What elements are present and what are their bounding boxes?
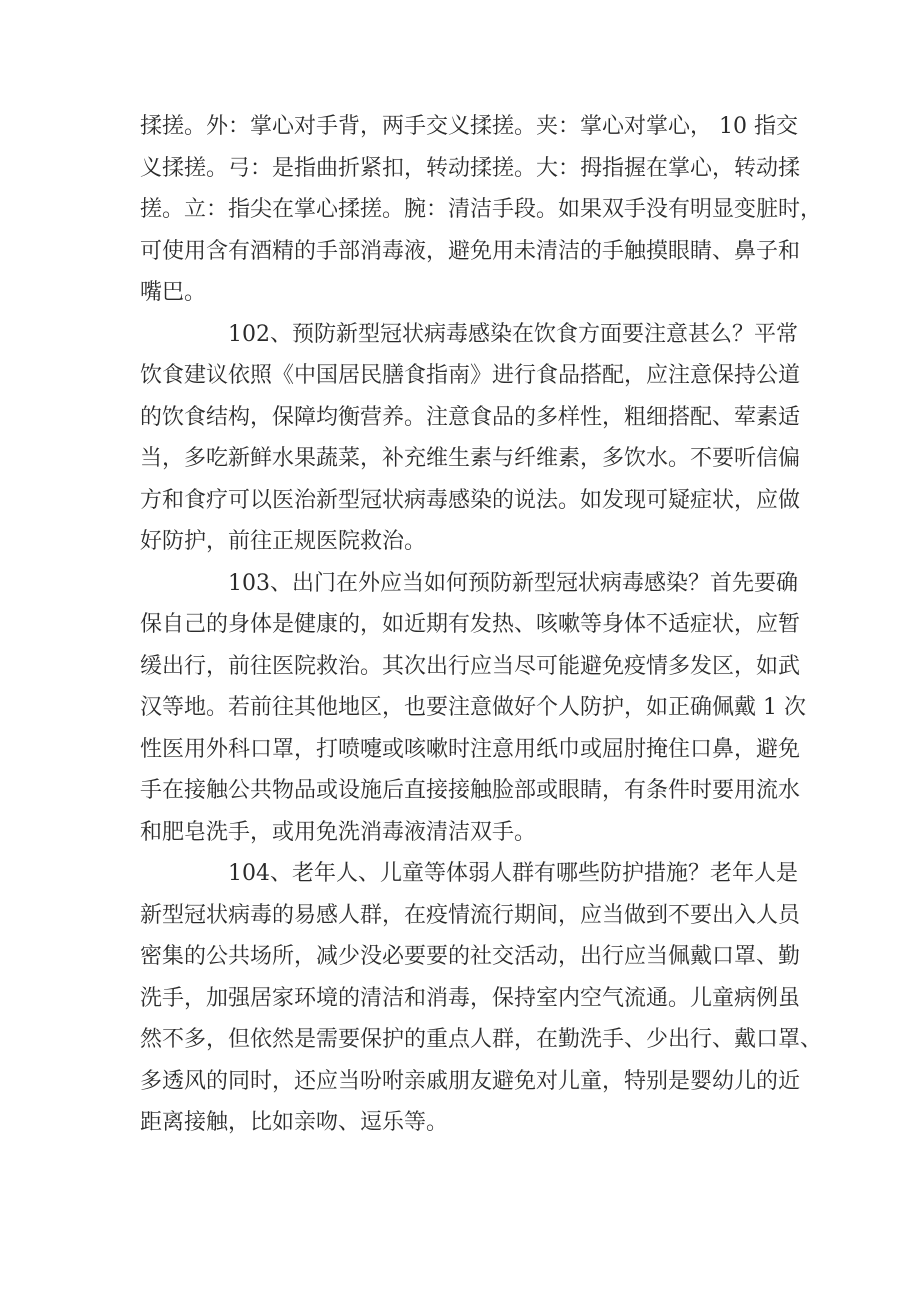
text-line: 汉等地。若前往其他地区，也要注意做好个人防护，如正确佩戴 1 次 <box>140 695 806 720</box>
text-line: 102、预防新型冠状病毒感染在饮食方面要注意甚么？平常 <box>228 321 798 347</box>
paragraph <box>140 563 806 854</box>
text-line: 的饮食结构，保障均衡营养。注意食品的多样性，粗细搭配、荤素适 <box>140 404 801 430</box>
text-line: 缓出行，前往医院救治。其次出行应当尽可能避免疫情多发区，如武 <box>140 653 801 679</box>
text-line: 密集的公共场所，减少没必要要的社交活动，出行应当佩戴口罩、勤 <box>140 944 801 969</box>
text-line: 当，多吃新鲜水果蔬菜，补充维生素与纤维素，多饮水。不要听信偏 <box>140 446 801 471</box>
text-line: 性医用外科口罩，打喷嚏或咳嗽时注意用纸巾或屈肘掩住口鼻，避免 <box>140 736 801 762</box>
text-line: 义揉搓。弓：是指曲折紧扣，转动揉搓。大：拇指握在掌心，转动揉 <box>140 155 801 181</box>
text-line: 然不多，但依然是需要保护的重点人群，在勤洗手、少出行、戴口罩、 <box>140 1027 823 1052</box>
text-line: 103、出门在外应当如何预防新型冠状病毒感染？首先要确 <box>228 570 798 596</box>
text-line: 嘴巴。 <box>140 280 207 305</box>
text-line: 新型冠状病毒的易感人群，在疫情流行期间，应当做到不要出入人员 <box>140 902 801 928</box>
text-line: 搓。立：指尖在掌心揉搓。腕：清洁手段。如果双手没有明显变脏时， <box>140 197 823 222</box>
text-line: 饮食建议依照《中国居民膳食指南》进行食品搭配，应注意保持公道 <box>140 363 801 388</box>
text-line: 好防护，前往正规医院救治。 <box>140 529 427 554</box>
document-body <box>140 106 823 1144</box>
text-line: 可使用含有酒精的手部消毒液，避免用未清洁的手触摸眼睛、鼻子和 <box>140 238 801 264</box>
text-line: 洗手，加强居家环境的清洁和消毒，保持室内空气流通。儿童病例虽 <box>140 985 801 1011</box>
text-line: 手在接触公共物品或设施后直接接触脸部或眼睛，有条件时要用流水 <box>140 778 801 803</box>
text-line: 方和食疗可以医治新型冠状病毒感染的说法。如发现可疑症状，应做 <box>140 487 801 513</box>
paragraph <box>140 853 823 1144</box>
text-line: 104、老年人、儿童等体弱人群有哪些防护措施？老年人是 <box>228 861 798 886</box>
paragraph <box>140 314 801 563</box>
text-line: 多透风的同时，还应当吩咐亲戚朋友避免对儿童，特别是婴幼儿的近 <box>140 1068 801 1094</box>
text-line: 揉搓。外：掌心对手背，两手交义揉搓。夹：掌心对掌心， 10 指交 <box>140 114 798 139</box>
text-line: 保自己的身体是健康的，如近期有发热、咳嗽等身体不适症状，应暂 <box>140 612 801 637</box>
text-line: 和肥皂洗手，或用免洗消毒液清洁双手。 <box>140 819 537 845</box>
text-line: 距离接触，比如亲吻、逗乐等。 <box>140 1110 449 1135</box>
paragraph <box>140 106 823 314</box>
